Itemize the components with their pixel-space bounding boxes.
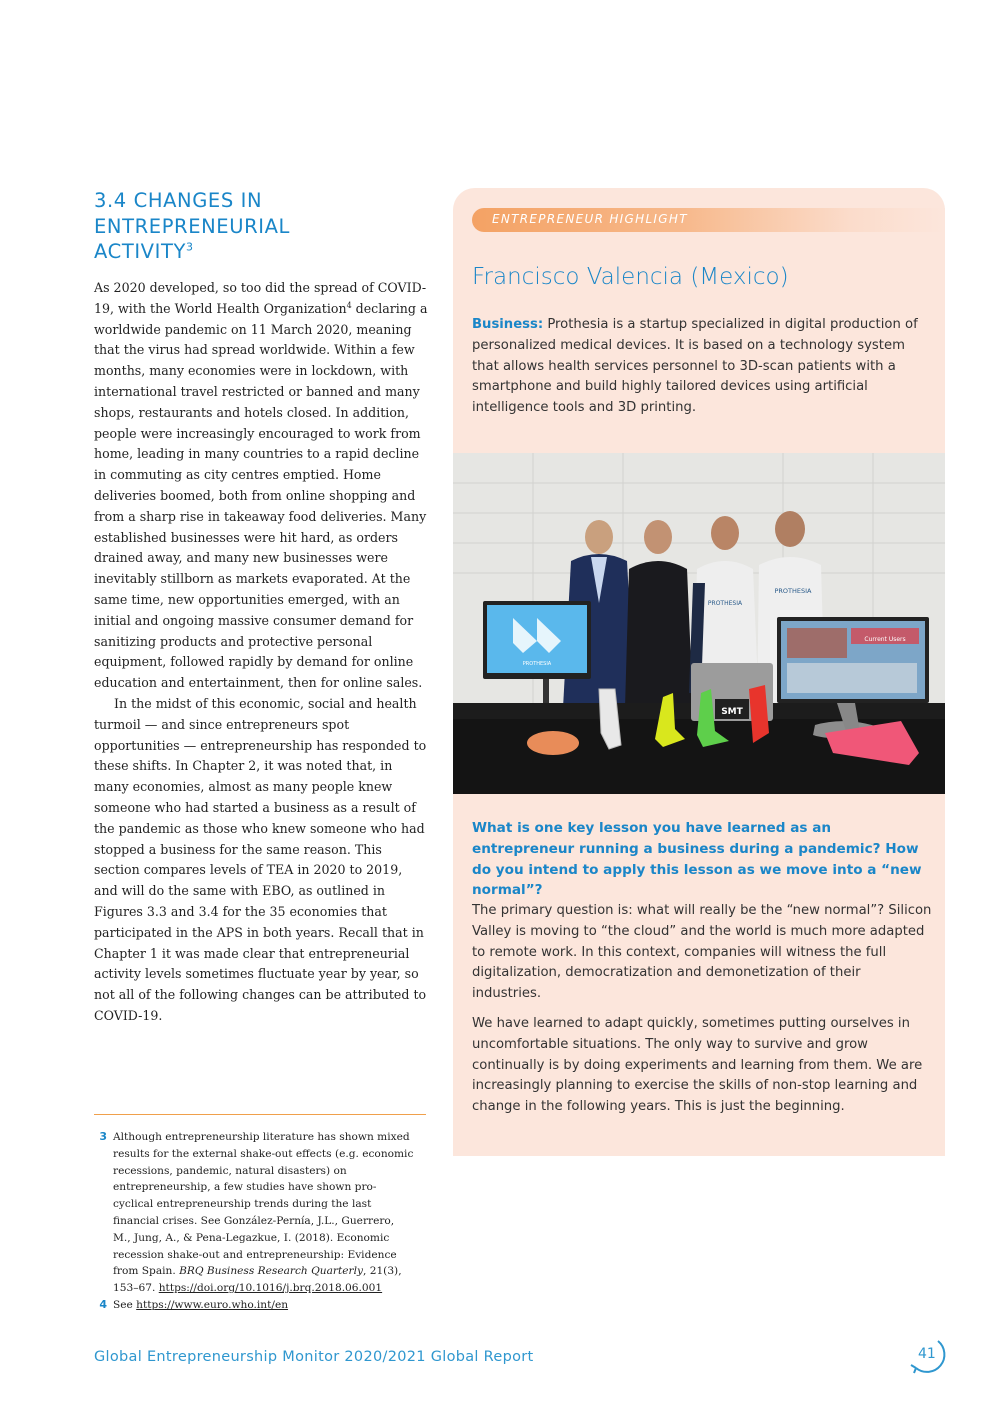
body-paragraph	[94, 278, 429, 694]
footnote-ref-4[interactable]: 4	[346, 300, 352, 310]
footnote-divider	[94, 1114, 426, 1115]
footnote-text-part: , 21(3), 153–67.	[113, 1265, 402, 1295]
doi-link[interactable]: https://doi.org/10.1016/j.brq.2018.06.001	[158, 1282, 383, 1295]
footnotes	[94, 1129, 414, 1314]
interview-question: What is one key lesson you have learned as an entrepreneur running a business during a pandemic? How do you intend to apply this lesson as we move into a “new normal”?	[472, 820, 922, 899]
page-number-badge	[908, 1338, 948, 1374]
footnote-text-part: See	[113, 1298, 137, 1311]
box-label-text: SMT	[721, 707, 743, 717]
page-number: 41	[918, 1346, 936, 1362]
interview-answer	[472, 901, 932, 1127]
section-title-text: 3.4 CHANGES IN ENTREPRENEURIAL ACTIVITY	[94, 189, 291, 263]
footnote-number: 4	[99, 1297, 107, 1311]
answer-paragraph: We have learned to adapt quickly, sometimes putting ourselves in uncomfortable situations. The only way to survive and grow continually is by doing experiments and learning from them. We are increasingly planning to exercise the skills of non-stop learning and change in the following years. This is just the beginning.	[472, 1015, 923, 1115]
footnote-4	[94, 1297, 414, 1314]
shirt-logo-text: PROTHESIA	[707, 600, 743, 607]
shirt-logo-text: PROTHESIA	[774, 587, 812, 595]
footer-report-title: Global Entrepreneurship Monitor 2020/2021 Global Report	[94, 1349, 534, 1365]
body-paragraph-text: declaring a worldwide pandemic on 11 March 2020, meaning that the virus had spread worldwide. Within a few months, many economies were in lockdown, with international travel restricted or banned and many shops, restaurants and hotels closed. In addition, people were increasingly encouraged to work from home, leading in many countries to a rapid decline in commuting as city centres emptied. Home deliveries boomed, both from online shopping and from a sharp rise in takeaway food deliveries. Many established businesses were hit hard, as orders drained away, and many new businesses were inevitably stillborn as markets evaporated. At the same time, new opportunities emerged, with an initial and ongoing massive consumer demand for sanitizing products and protective personal equipment, followed rapidly by demand for online education and entertainment, then for online sales.	[94, 300, 428, 691]
team-photo-illustration	[453, 453, 945, 794]
footnote-text	[113, 1129, 414, 1297]
who-link[interactable]: https://www.euro.who.int/en	[136, 1298, 289, 1311]
body-paragraph-text: As 2020 developed, so too did the spread of COVID-19, with the World Health Organization	[94, 280, 427, 316]
answer-paragraph: The primary question is: what will really be the “new normal”? Silicon Valley is moving to “the cloud” and the world is much more adapted to remote work. In this context, companies will witness the full digitalization, democratization and demonetization of their industries.	[472, 903, 932, 1002]
section-title	[94, 188, 394, 265]
highlight-banner-label: ENTREPRENEUR HIGHLIGHT	[492, 212, 688, 226]
footnote-journal: BRQ Business Research Quarterly	[179, 1265, 363, 1278]
body-paragraph: In the midst of this economic, social and health turmoil — and since entrepreneurs spot opportunities — entrepreneurship has responded to these shifts. In Chapter 2, it was noted that, in many economies, almost as many people knew someone who had started a business as a result of the pandemic as those who knew someone who had stopped a business for the same reason. This section compares levels of TEA in 2020 to 2019, and will do the same with EBO, as outlined in Figures 3.3 and 3.4 for the 35 economies that participated in the APS in both years. Recall that in Chapter 1 it was made clear that entrepreneurial activity levels sometimes fluctuate year by year, so not all of the following changes can be attributed to COVID-19.	[94, 695, 427, 1023]
business-description	[472, 315, 922, 419]
monitor-logo-text: PROTHESIA	[522, 661, 552, 667]
footnote-number: 3	[99, 1130, 107, 1143]
body-text	[94, 278, 429, 1027]
business-text: Prothesia is a startup specialized in digital production of personalized medical devices. It is based on a technology system that allows health services personnel to 3D-scan patients with a smartphone and build highly tailored devices using artificial intelligence tools and 3D printing.	[472, 317, 918, 416]
footnote-ref-3[interactable]: 3	[186, 240, 194, 254]
footnote-text	[113, 1297, 414, 1314]
team-photo	[453, 453, 945, 794]
footnote-text-part: Although entrepreneurship literature has shown mixed results for the external shake-out effects (e.g. economic recessions, pandemic, natural disasters) on entrepreneurship, a few studies have shown pro-cyclical entrepreneurship trends during the last financial crises. See González-Pernía, J.L., Guerrero, M., Jung, A., & Pena-Legazkue, I. (2018). Economic recession shake-out and entrepreneurship: Evidence from Spain.	[113, 1131, 414, 1278]
footnote-3	[94, 1129, 414, 1297]
screen-title-text: Current Users	[864, 636, 906, 643]
entrepreneur-name: Francisco Valencia (Mexico)	[472, 264, 789, 290]
business-label: Business:	[472, 317, 544, 332]
